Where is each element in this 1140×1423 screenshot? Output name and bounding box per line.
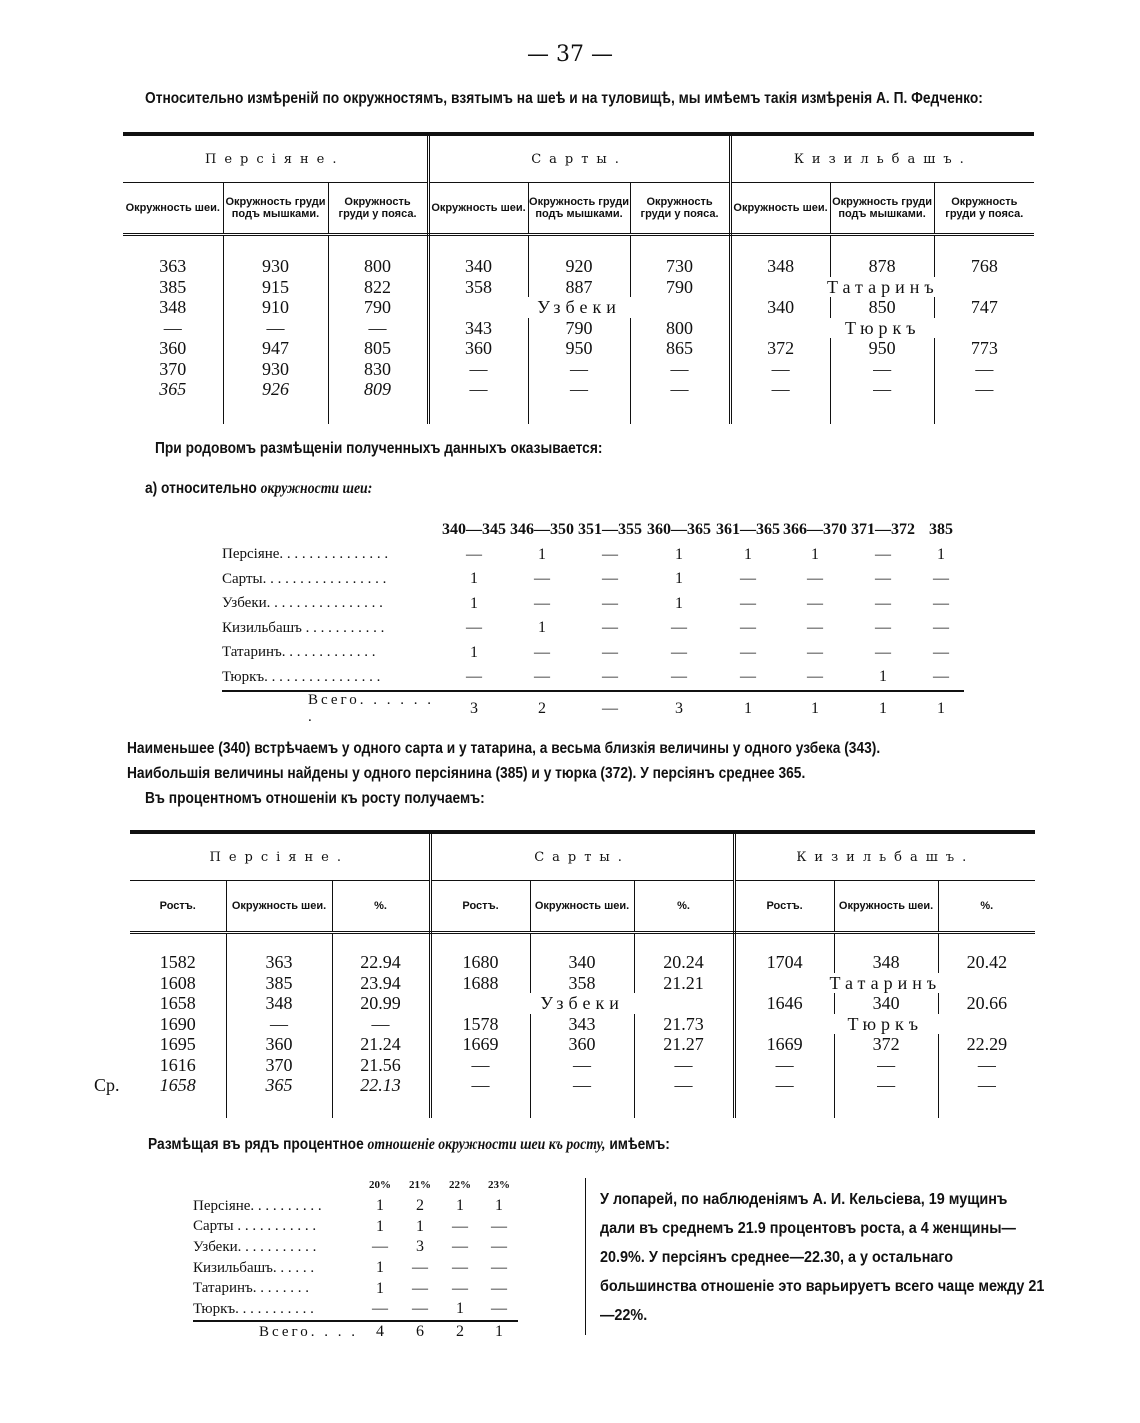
- table-row: 348 910 790 Узбеки 340 850 747: [123, 297, 1034, 318]
- paragraph-rodovom: При родовомъ размѣщеніи полученныхъ данныхъ оказывается:: [155, 440, 603, 457]
- col-neck: Окружность шеи.: [123, 183, 223, 235]
- table-row: Тюркъ. . . . . . . . . . . — — 1 —: [193, 1300, 507, 1318]
- table-row: Персіяне. . . . . . . . . . . . . . . — 1 — 1 1 1 — 1: [222, 545, 945, 563]
- group-sarts: Сарты.: [428, 134, 730, 183]
- table-row: 1608 385 23.94 1688 358 21.21 Татаринъ: [130, 973, 1035, 994]
- column-divider: [585, 1178, 586, 1335]
- col-neck: Окружность шеи.: [226, 881, 332, 933]
- group-kizilbash: Кизильбашъ.: [730, 134, 1034, 183]
- subgroup-uzbek: Узбеки: [430, 993, 734, 1014]
- paragraph-percent: Въ процентномъ отношеніи къ росту получаемъ:: [145, 790, 485, 807]
- percent-header: 20%: [369, 1179, 391, 1192]
- table-row: 385 915 822 358 887 790 Татаринъ: [123, 277, 1034, 298]
- col-neck: Окружность шеи.: [834, 881, 938, 933]
- table-row: Узбеки. . . . . . . . . . . . . . . . 1 — — 1 — — — —: [222, 594, 949, 612]
- col-percent: %.: [332, 881, 430, 933]
- table-row: 1695 360 21.24 1669 360 21.27 1669 372 22.29: [130, 1034, 1035, 1055]
- percent-header: 21%: [409, 1179, 431, 1192]
- table-row: Персіяне. . . . . . . . . . 1 2 1 1: [193, 1197, 503, 1215]
- average-label: Ср.: [94, 1075, 120, 1095]
- col-chest: Окружность груди подъ мышками.: [830, 183, 934, 235]
- col-neck: Окружность шеи.: [428, 183, 528, 235]
- subgroup-uzbek: Узбеки: [428, 297, 730, 318]
- page-number: — 37 —: [527, 42, 613, 67]
- table-row: Тюркъ. . . . . . . . . . . . . . . . — — — — — — 1 —: [222, 668, 949, 686]
- table-row: 1616 370 21.56 — — — — — —: [130, 1055, 1035, 1076]
- paragraph-a: а) относительно окружности шеи:: [145, 480, 373, 497]
- range-header: 361—365: [716, 521, 780, 539]
- percent-header: 22%: [449, 1179, 471, 1192]
- table-row: Сарты . . . . . . . . . . . 1 1 — —: [193, 1217, 507, 1235]
- range-header: 360—365: [647, 521, 711, 539]
- col-height: Ростъ.: [430, 881, 530, 933]
- intro-paragraph: Относительно измѣреній по окружностямъ, взятымъ на шеѣ и на туловищѣ, мы имѣемъ такія измѣренія А. П. Федченко:: [145, 90, 983, 107]
- table-row: Сарты. . . . . . . . . . . . . . . . . 1 — — 1 — — — —: [222, 570, 949, 588]
- table-row: Татаринъ. . . . . . . . . . . . . 1 — — — — — — —: [222, 643, 949, 661]
- group-persians: Персіяне.: [130, 832, 430, 881]
- percent-distribution-table: [193, 1175, 518, 1343]
- group-sarts: Сарты.: [430, 832, 734, 881]
- table-row: 370 930 830 — — — — — —: [123, 359, 1034, 380]
- table-row: 360 947 805 360 950 865 372 950 773: [123, 338, 1034, 359]
- col-height: Ростъ.: [734, 881, 834, 933]
- table-row-average: Ср. 1658 365 22.13 — — — — — —: [94, 1075, 996, 1095]
- col-waist: Окружность груди у пояса.: [934, 183, 1034, 235]
- table-row: Кизильбашъ. . . . . . 1 — — —: [193, 1259, 507, 1277]
- subgroup-tatar: Татаринъ: [826, 276, 939, 297]
- col-chest: Окружность груди подъ мышками.: [528, 183, 630, 235]
- subgroup-turk: Тюркъ: [845, 317, 921, 338]
- col-neck: Окружность шеи.: [730, 183, 830, 235]
- table-row-total: Всего. . . . 4 6 2 1: [193, 1321, 518, 1343]
- side-note: У лопарей, по наблюденіямъ А. И. Кельсіева, 19 мущинъ дали въ среднемъ 21.9 процентовъ роста, а 4 женщины—20.9%. У персіянъ среднее—22.30, а у остальнаго большинства отношеніе это варьируетъ всего чаще между 21—22%.: [600, 1191, 1045, 1324]
- table-row: Узбеки. . . . . . . . . . . — 3 — —: [193, 1238, 507, 1256]
- neck-count-table: [222, 518, 964, 726]
- measurements-table: [123, 132, 1034, 424]
- range-header: 366—370: [783, 521, 847, 539]
- subgroup-tatar: Татаринъ: [829, 972, 942, 993]
- col-percent: %.: [634, 881, 734, 933]
- table-row: 363 930 800 340 920 730 348 878 768: [123, 256, 1034, 277]
- range-header: 351—355: [578, 521, 642, 539]
- col-neck: Окружность шеи.: [530, 881, 634, 933]
- range-header: 371—372: [851, 521, 915, 539]
- group-kizilbash: Кизильбашъ.: [734, 832, 1035, 881]
- table-row-total: Всего. . . . . . . 3 2 — 3 1 1 1 1: [222, 691, 964, 726]
- percent-header: 23%: [488, 1179, 510, 1192]
- table-row-average: 365 926 809 — — — — — —: [123, 379, 1034, 400]
- col-percent: %.: [938, 881, 1035, 933]
- paragraph-min: Наименьшее (340) встрѣчаемъ у одного сарта и у татарина, а весьма близкія величины у одного узбека (343).: [127, 740, 881, 757]
- table-row: 1690 — — 1578 343 21.73 Тюркъ: [130, 1014, 1035, 1035]
- range-header: 340—345: [442, 521, 506, 539]
- group-persians: Персіяне.: [123, 134, 428, 183]
- range-header: 346—350: [510, 521, 574, 539]
- range-header: 385: [929, 521, 953, 539]
- col-chest: Окружность груди подъ мышками.: [223, 183, 328, 235]
- percent-table: [94, 830, 1035, 1118]
- col-waist: Окружность груди у пояса.: [630, 183, 730, 235]
- subgroup-turk: Тюркъ: [847, 1013, 924, 1034]
- table-row: 1658 348 20.99 Узбеки 1646 340 20.66: [130, 993, 1035, 1014]
- table-row: 1582 363 22.94 1680 340 20.24 1704 348 20.42: [130, 952, 1035, 973]
- col-height: Ростъ.: [130, 881, 226, 933]
- table-row: Татаринъ. . . . . . . . 1 — — —: [193, 1279, 507, 1297]
- col-waist: Окружность груди у пояса.: [328, 183, 428, 235]
- table-row: — — — 343 790 800 Тюркъ: [123, 318, 1034, 339]
- table-row: Кизильбашъ . . . . . . . . . . . — 1 — — — — — —: [222, 619, 949, 637]
- paragraph-max: Наибольшія величины найдены у одного персіянина (385) и у тюрка (372). У персіянъ среднее 365.: [127, 765, 806, 782]
- paragraph-razmeshchaya: Размѣщая въ рядъ процентное отношеніе окружности шеи къ росту, имѣемъ:: [148, 1136, 670, 1153]
